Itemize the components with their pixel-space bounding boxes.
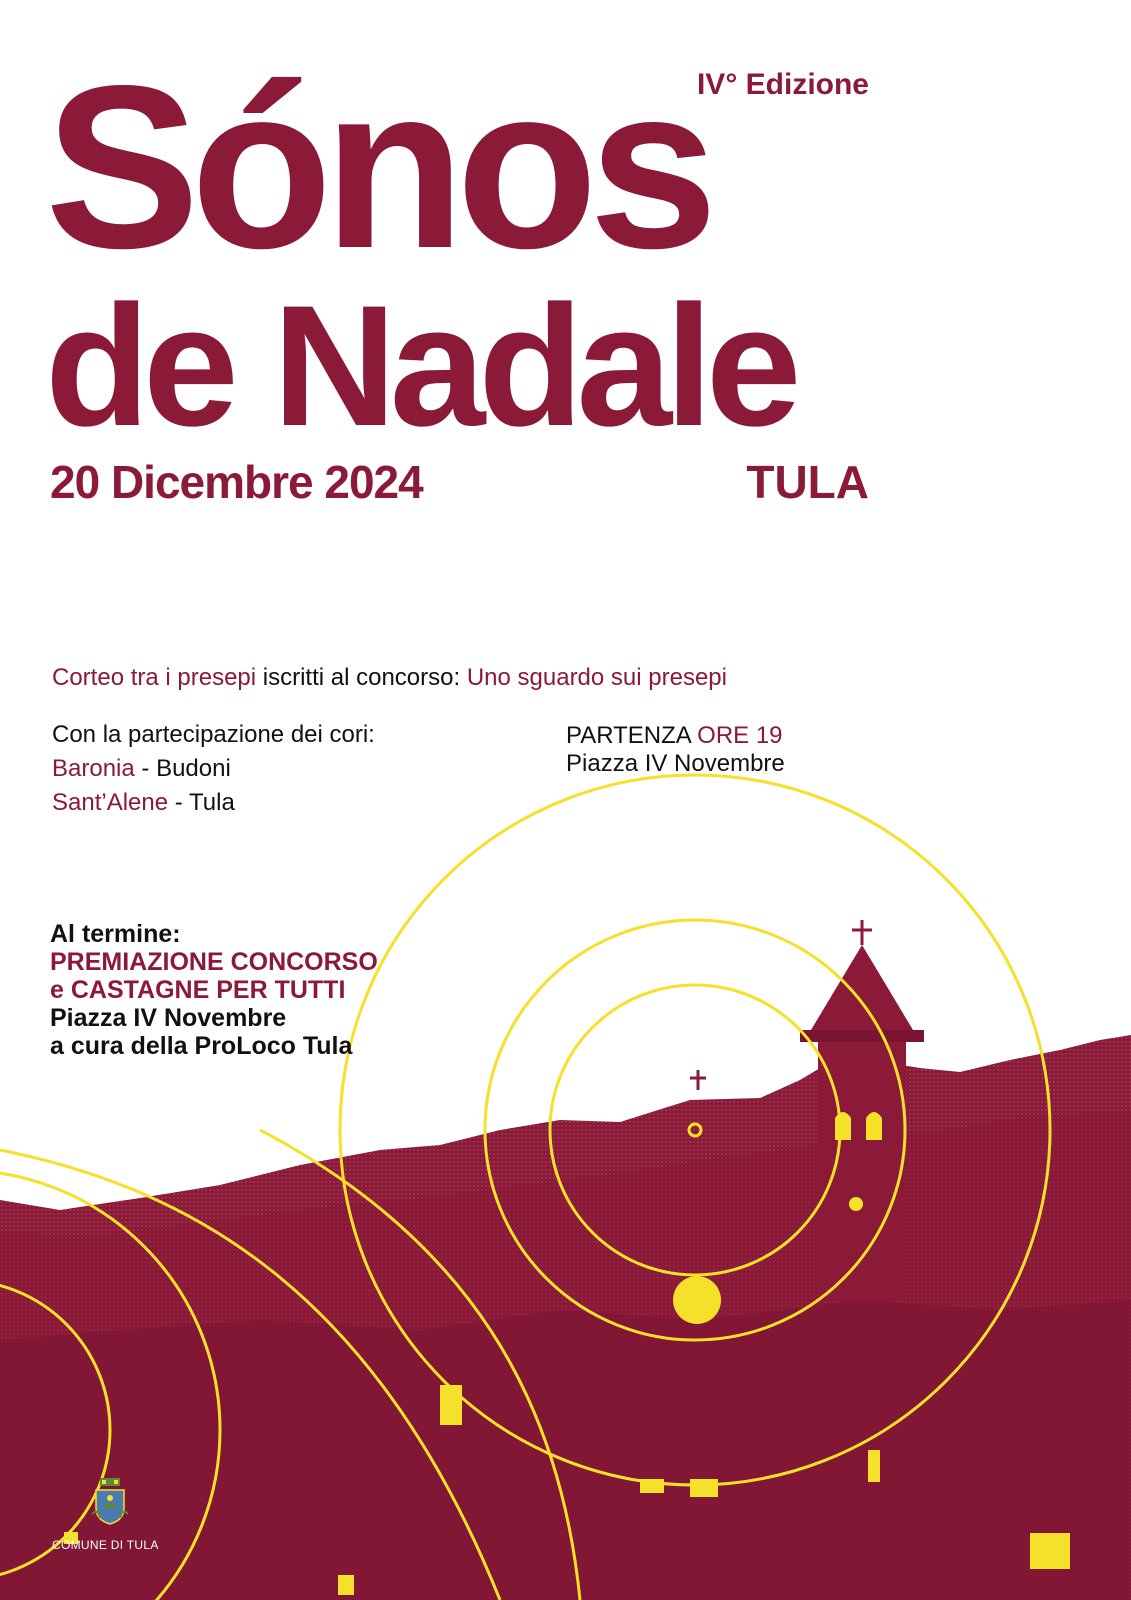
choir-1-place: - Budoni — [134, 755, 231, 782]
procession-middle: iscritti al concorso: — [256, 664, 467, 691]
choir-2-place: - Tula — [168, 789, 235, 816]
chestnuts-line: e CASTAGNE PER TUTTI — [50, 976, 346, 1004]
award-line: PREMIAZIONE CONCORSO — [50, 948, 378, 976]
title-line-1: Sónos — [45, 38, 709, 297]
procession-line — [52, 664, 727, 692]
closing-block — [50, 920, 378, 1060]
logo-caption: COMUNE DI TULA — [52, 1538, 159, 1552]
event-place: TULA — [746, 456, 869, 508]
town-shade — [0, 1300, 1131, 1600]
edition-label: IV° Edizione — [696, 68, 869, 101]
organizer-line: a cura della ProLoco Tula — [50, 1032, 353, 1060]
choir-2 — [52, 786, 375, 820]
choir-2-name: Sant’Alene — [52, 789, 169, 816]
coat-of-arms-icon — [92, 1478, 128, 1526]
departure-block — [566, 722, 785, 778]
choir-1 — [52, 752, 375, 786]
choirs-intro: Con la partecipazione dei cori: — [52, 721, 375, 748]
bell-tower — [808, 945, 916, 1300]
event-date: 20 Dicembre 2024 — [50, 456, 423, 508]
departure-line — [566, 722, 785, 750]
choir-1-name: Baronia — [52, 755, 135, 782]
tower-cornice — [800, 1030, 924, 1042]
departure-label: PARTENZA — [566, 722, 698, 749]
closing-location: Piazza IV Novembre — [50, 1004, 287, 1032]
closing-heading: Al termine: — [50, 920, 181, 948]
departure-location: Piazza IV Novembre — [566, 750, 785, 777]
choirs-block — [52, 718, 375, 820]
title-line-2: de Nadale — [45, 270, 795, 462]
procession-title: Corteo tra i presepi — [52, 664, 257, 691]
departure-time: ORE 19 — [697, 722, 783, 749]
contest-name: Uno sguardo sui presepi — [466, 664, 727, 691]
